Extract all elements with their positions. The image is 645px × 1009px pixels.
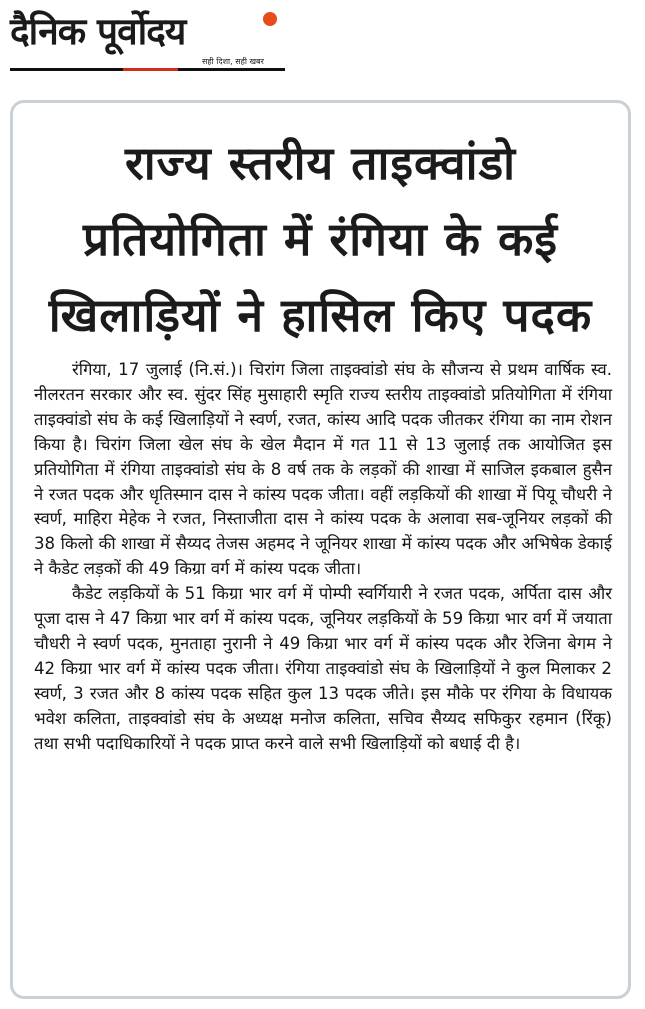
article-headline: राज्य स्तरीय ताइक्वांडो प्रतियोगिता में रंगिया के कई खिलाड़ियों ने हासिल किए पदक [48, 136, 593, 342]
article-paragraph-2: कैडेट लड़कियों के 51 किग्रा भार वर्ग में पोम्पी स्वर्गियारी ने रजत पदक, अर्पिता दास और पूजा दास ने 47 किग्रा भार वर्ग में कांस्य पदक, जूनियर लड़कियों के 59 किग्रा भार वर्ग में जयाता चौधरी ने स्वर्ण पदक, मुनताहा नुरानी ने 49 किग्रा भार वर्ग में कांस्य पदक और रेजिना बेगम ने 42 किग्रा भार वर्ग में कांस्य पदक जीता। रंगिया ताइक्वांडो संघ के खिलाड़ियों ने कुल मिलाकर 2 स्वर्ण, 3 रजत और 8 कांस्य पदक सहित कुल 13 पदक जीते। इस मौके पर रंगिया के विधायक भवेश कलिता, ताइक्वांडो संघ के अध्यक्ष मनोज कलिता, सचिव सैय्यद सफिकुर रहमान (रिंकू) तथा सभी पदाधिकारियों ने पदक प्राप्त करने वाले सभी खिलाड़ियों को बधाई दी है। [34, 584, 612, 753]
article-paragraph-1: रंगिया, 17 जुलाई (नि.सं.)। चिरांग जिला ताइक्वांडो संघ के सौजन्य से प्रथम वार्षिक स्व. नीलरतन सरकार और स्व. सुंदर सिंह मुसाहारी स्मृति राज्य स्तरीय ताइक्वांडो प्रतियोगिता में रंगिया ताइक्वांडो संघ के कई खिलाड़ियों ने स्वर्ण, रजत, कांस्य आदि पदक जीतकर रंगिया का नाम रोशन किया है। चिरांग जिला खेल संघ के खेल मैदान में गत 11 से 13 जुलाई तक आयोजित इस प्रतियोगिता में रंगिया ताइक्वांडो संघ के 8 वर्ष तक के लड़कों की शाखा में साजिल इकबाल हुसैन ने रजत पदक और धृतिस्मान दास ने कांस्य पदक जीता। वहीं लड़कियों की शाखा में पियू चौधरी ने स्वर्ण, माहिरा मेहेक ने रजत, निस्ताजीता दास ने कांस्य पदक के अलावा सब-जूनियर लड़कों की 38 किलो की शाखा में सैय्यद तेजस अहमद ने जूनियर शाखा में कांस्य पदक और अभिषेक डेकाई ने कैडेट लड़कों की 49 किग्रा वर्ग में कांस्य पदक जीता। [34, 360, 612, 579]
newspaper-masthead [10, 6, 285, 72]
newspaper-tagline: सही दिशा, सही खबर [202, 57, 264, 66]
article-frame [10, 100, 631, 999]
masthead-dot-icon [263, 12, 277, 26]
newspaper-title: दैनिक पूर्वोदय [10, 10, 186, 53]
masthead-red-accent [123, 68, 178, 71]
article-body [34, 358, 612, 757]
